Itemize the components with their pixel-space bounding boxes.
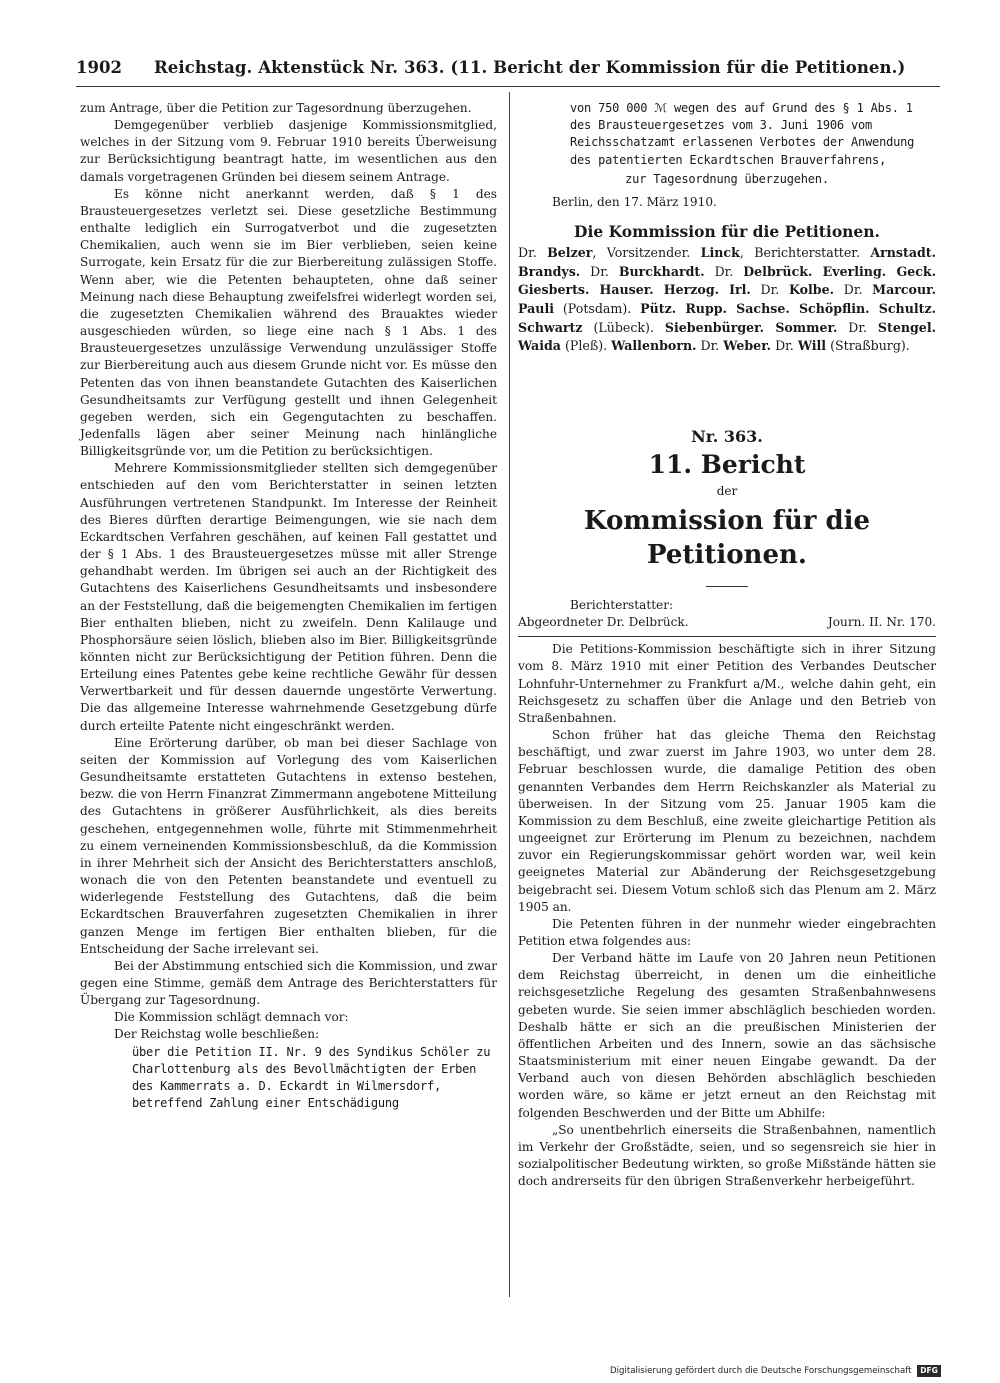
quoted-paragraph: „So unentbehrlich einerseits die Straßenbahnen, namentlich im Verkehr der Großstädte, seien, und so segensreich sie hier in sozialpolitischer Bedeutung wirkten, so große Mißstände hätten sie doch andrerseits für den übrigen Straßenverkehr herbeigeführt. [518,1122,936,1189]
running-title: Reichstag. Aktenstück Nr. 363. (11. Bericht der Kommission für die Petitionen.) [154,58,906,77]
member-name-part: Dr. [580,263,619,279]
member-name-part: Will [797,338,827,354]
member-name-part: (Straßburg). [826,338,910,354]
member-name-part: Burckhardt. [618,263,705,279]
member-name-part: Dr. [837,319,878,335]
member-name-part: Delbrück. Everling. Geck. Giesberts. Hauser. Herzog. Irl. [518,263,937,298]
date-line: Berlin, den 17. März 1910. [552,194,717,209]
paragraph: Mehrere Kommissionsmitglieder stellten sich demgegenüber entschieden auf den vom Berichterstatter in seinen letzten Ausführungen vertretenen Standpunkt. Im Interesse der Reinheit des Bieres dürften derartige Beimengungen, wie sie nach dem Eckardtschen Verfahren geschähen, auf keinen Fall gestattet und der § 1 Abs. 1 des Brausteuergesetzes müsse mit aller Strenge gehandhabt werden. Im übrigen sei auch an der Richtigkeit des Gutachtens des Kaiserlichens Gesundheitsamts und insbesondere an der Feststellung, daß die beigemengten Chemikalien im fertigen Bier enthalten blieben, nicht zu zweifeln. Denn Kalilauge und Phosphorsäure seien löslich, blieben also im Bier. Billigkeitsgründe könnten nicht zur Berücksichtigung der Petition führen. Denn die Erteilung eines Patentes gebe keine rechtliche Gewähr für dessen Verwertbarkeit und für dessen dauernde ungestörte Verwertung. Die das allgemeine Interesse wahrnehmende Gesetzgebung dürfe durch erteilte Patente nicht eingeschränkt werden. [80,461,497,733]
paragraph: Der Verband hätte im Laufe von 20 Jahren neun Petitionen dem Reichstag überreicht, in denen um die einheitliche reichsgesetzliche Regelung des gesamten Straßenbahnwesens gebeten wurde. Sie seien immer abschläglich beschieden worden. Deshalb hätte er sich an die preußischen Ministerien der öffentlichen Arbeiten und des Innern, sowie an das sächsische Staatsministerium mit einer neuen Eingabe gewandt. Da der Verband auch von diesen Behörden abschläglich beschieden worden wäre, so käme er jetzt erneut an den Reichstag mit folgenden Beschwerden und der Bitte um Abhilfe: [518,951,936,1120]
column-divider [509,92,510,1297]
commission-heading: Die Kommission für die Petitionen. [574,222,880,242]
paragraph: Bei der Abstimmung entschied sich die Kommission, und zwar gegen eine Stimme, gemäß dem Antrage des Berichterstatters für Übergang zur Tagesordnung. [80,958,497,1008]
member-name-part: Dr. [750,282,789,298]
paragraph: Schon früher hat das gleiche Thema den Reichstag beschäftigt, und zwar zuerst im Jahre 1903, wo unter dem 28. Februar beschlossen wurde, die damalige Petition des oben genannten Verbandes dem Herrn Reichskanzler als Material zu überweisen. In der Sitzung vom 25. Januar 1905 kam die Kommission zu dem Beschluß, eine zweite gleichartige Petition als ungeeignet zur Erörterung im Plenum zu bezeichnen, nachdem zuvor ein Regierungskommissar gehört worden war, weil kein geeignetes Material zur Abänderung der Reichsgesetzgebung beigebracht sei. Diesem Votum schloß sich das Plenum am 2. März 1905 an. [518,728,936,914]
dfg-logo: DFG [917,1365,941,1377]
member-name-part: Stengel. Waida [518,319,936,354]
reporter-label: Berichterstatter: [570,598,674,613]
petition-continuation: von 750 000 ℳ wegen des auf Grund des § 1 Abs. 1 des Brausteuergesetzes vom 3. Juni 1906 vom Reichsschatzamt erlassenen Verbotes der Anwendung des patentierten Eckardtschen Brauverfahrens, [570,101,915,167]
paragraph: Die Petitions-Kommission beschäftigte sich in ihrer Sitzung vom 8. März 1910 mit einer Petition des Verbandes Deutscher Lohnfuhr-Unternehmer zu Frankfurt a/M., welche dahin geht, ein Reichsgesetz zu schaffen über die Anlage und den Betrieb von Straßenbahnen. [518,642,936,725]
member-name-part: Kolbe. [788,282,835,298]
left-column [80,100,497,1112]
short-rule [706,586,748,587]
right-column [518,100,936,1190]
member-list [518,244,936,356]
petition-end: zur Tagesordnung überzugehen. [625,171,829,186]
member-name-part: Belzer [547,245,593,261]
member-name-part: Dr. [771,338,798,354]
member-name-part: , Berichterstatter. [739,245,871,261]
member-name-part: Siebenbürger. Sommer. [664,319,838,335]
member-name-part: Marcour. Pauli [518,282,936,317]
reporter-name: Abgeordneter Dr. Delbrück. [518,615,689,630]
member-name-part: Dr. [696,338,724,354]
page-number: 1902 [76,58,122,77]
member-name-part: , Vorsitzender. [592,245,701,261]
paragraph: Die Petenten führen in der nunmehr wieder eingebrachten Petition etwa folgendes aus: [518,916,936,948]
report-title-der: der [716,484,738,498]
paragraph: Es könne nicht anerkannt werden, daß § 1 des Brausteuergesetzes verletzt sei. Diese gesetzliche Bestimmung enthalte lediglich ein Surrogatverbot und die zugesetzten Chemikalien, auch wenn sie im Bier verblieben, seien keine Surrogate, kein Ersatz für die zur Bierbereitung zulässigen Stoffe. Wenn aber, wie die Petenten behaupteten, ohne daß seiner Meinung nach diese Behauptung zweifelsfrei widerlegt worden sei, die zugesetzten Chemikalien während des Brauaktes wieder ausgeschieden würden, so liege eine nach § 1 Abs. 1 des Brausteuergesetzes unzulässige Verwendung unzulässiger Stoffe zur Bierbereitung auch aus diesem Grunde nicht vor. Es müsse den Petenten das von ihnen beanstandete Gutachten des Kaiserlichen Gesundheitsamts zur Verfügung gestellt und ihnen Gelegenheit gegeben werden, sich ein Gegengutachten zu beschaffen. Jedenfalls lägen aber seiner Meinung nach hinlängliche Billigkeitsgründe vor, um die Petition zu berücksichtigen. [80,186,497,459]
funding-note: Digitalisierung gefördert durch die Deutsche Forschungsgemeinschaft [610,1366,912,1376]
member-name-part: Linck [700,245,740,261]
page-footer [610,1365,940,1379]
member-name-part: (Lübeck). [582,319,665,335]
member-name-part: (Pleß). [560,338,612,354]
member-name-part: Dr. [704,263,744,279]
member-name-part: Arnstadt. Brandys. [518,245,936,279]
member-name-part: Dr. [518,245,548,261]
member-name-part: Dr. [834,282,873,298]
member-name-part: Weber. [723,338,772,354]
reporter-row [518,614,936,632]
header-rule [76,86,940,87]
member-name-part: Wallenborn. [611,338,697,354]
petition-text: über die Petition II. Nr. 9 des Syndikus Schöler zu Charlottenburg als des Bevollmächtigten der Erben des Kammerrats a. D. Eckardt in Wilmersdorf, betreffend Zahlung einer Entschädigung [132,1044,491,1111]
document-number: Nr. 363. [691,426,763,446]
paragraph: Eine Erörterung darüber, ob man bei dieser Sachlage von seiten der Kommission auf Vorlegung des vom Kaiserlichen Gesundheitsamte erstatteten Gutachtens in extenso bestehen, bezw. die von Herrn Finanzrat Zimmermann angebotene Mitteilung des Gutachtens in größerer Ausführlichkeit, als dies bereits geschehen, entgegennehmen wolle, führte mit Stimmenmehrheit zu einem verneinenden Kommissionsbeschluß, da die Kommission in ihrer Mehrheit sich der Ansicht des Berichterstatters anschloß, wonach die von den Petenten beanstandete und eventuell zu widerlegende Feststellung des Gutachtens, daß die beim Eckardtschen Brauverfahren zugesetzten Chemikalien in ihrer ganzen Menge im fertigen Bier enthalten blieben, für die Entscheidung der Sache irrelevant sei. [80,735,497,956]
paragraph: Die Kommission schlägt demnach vor: [114,1010,349,1025]
commission-title: Kommission für die Petitionen. [583,506,871,571]
member-name-part: (Potsdam). [554,301,641,317]
report-title: 11. Bericht [648,450,806,479]
journal-reference: Journ. II. Nr. 170. [827,615,936,630]
page-header [76,58,940,84]
member-name-part: Pütz. Rupp. Sachse. Schöpflin. Schultz. Schwartz [518,301,936,335]
paragraph: zum Antrage, über die Petition zur Tagesordnung überzugehen. [80,101,472,115]
paragraph: Demgegenüber verblieb dasjenige Kommissionsmitglied, welches in der Sitzung vom 9. Februar 1910 bereits Überweisung zur Berücksichtigung beantragt hatte, im wesentlichen aus den damals vorgetragenen Gründen bei diesem seinem Antrage. [80,118,497,184]
resolution-intro: Der Reichstag wolle beschließen: [114,1027,320,1042]
reporter-rule [518,636,936,637]
